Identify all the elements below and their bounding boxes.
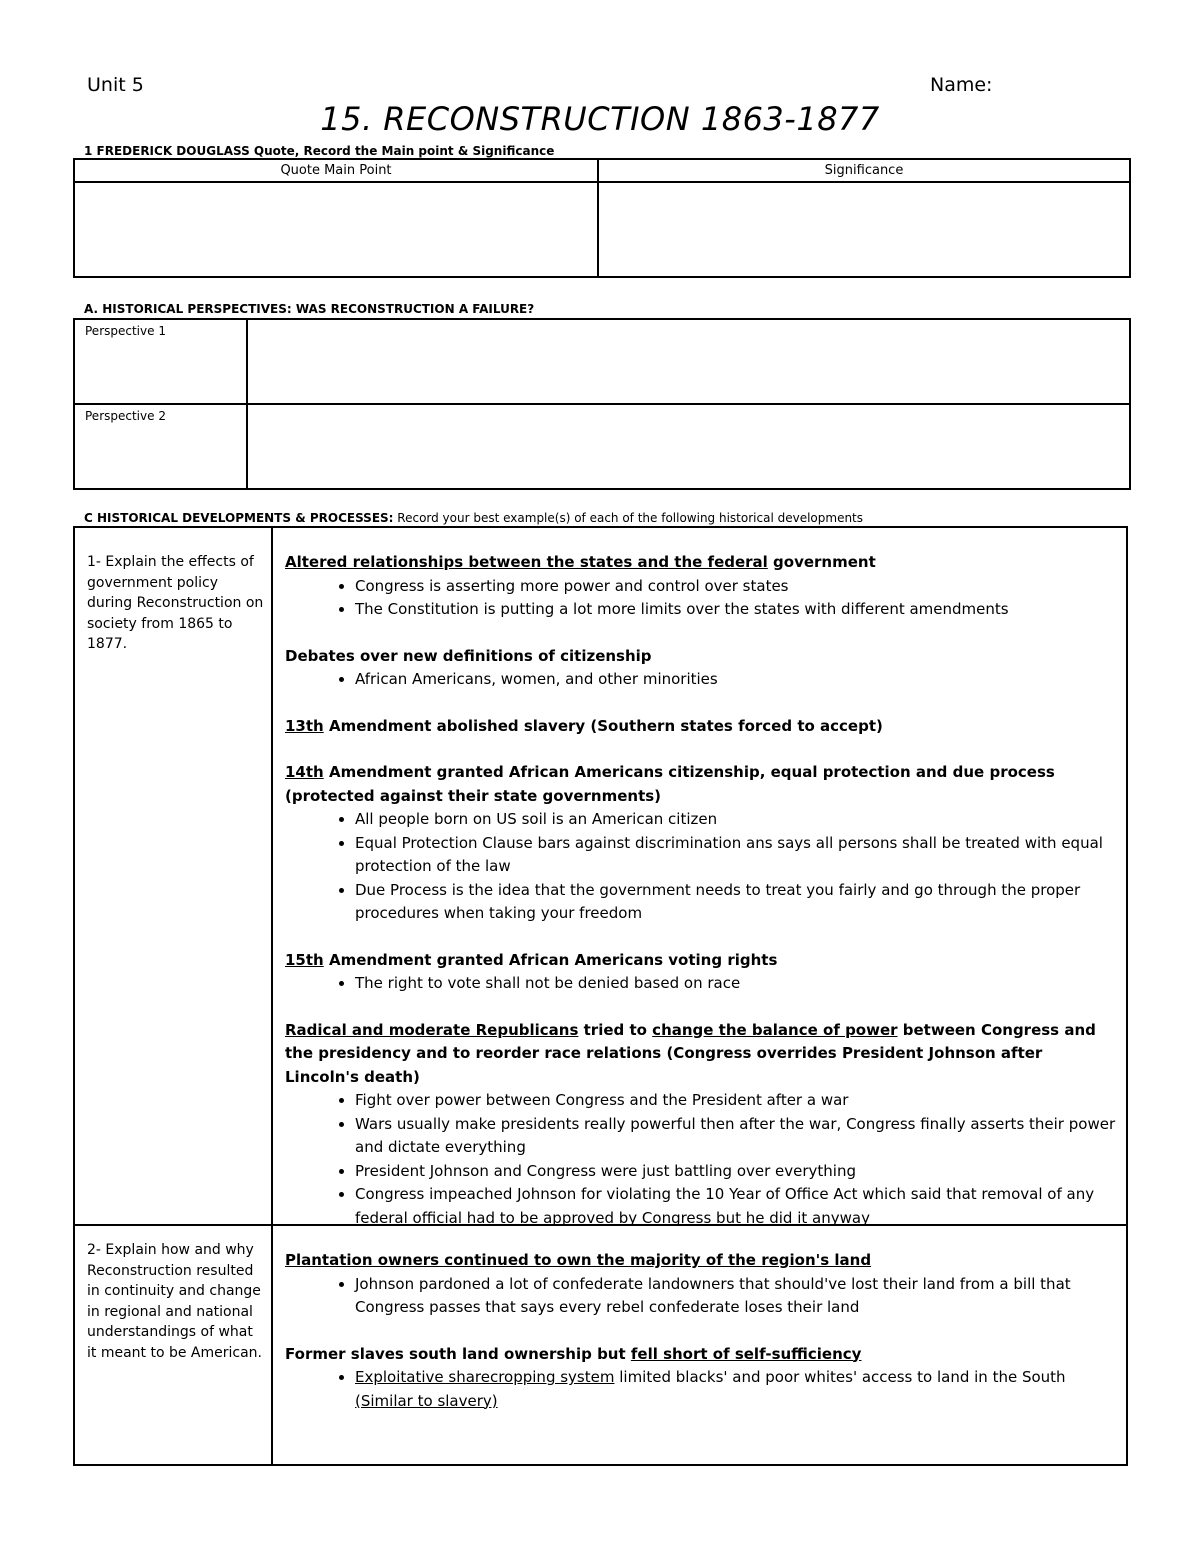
list-item: • Exploitative sharecropping system limited blacks' and poor whites' access to land in the South (Similar to slavery) (355, 1366, 1120, 1413)
list-item: • Johnson pardoned a lot of confederate landowners that should've lost their land from a bill that Congress passes that says every rebel confederate loses their land (355, 1273, 1120, 1320)
question-1: 1- Explain the effects of government policy during Reconstruction on society from 1865 to 1877. (87, 554, 264, 652)
list-item: • President Johnson and Congress were just battling over everything (355, 1160, 1120, 1184)
name-label: Name: (930, 74, 993, 96)
list-item: • Due Process is the idea that the government needs to treat you fairly and go through the proper procedures when taking your freedom (355, 879, 1120, 926)
answer-2 (285, 1249, 1120, 1413)
list-item: • The Constitution is putting a lot more limits over the states with different amendments (355, 598, 1120, 622)
unit-label: Unit 5 (87, 74, 144, 96)
douglass-table (73, 158, 1131, 278)
perspective-2-label: Perspective 2 (85, 409, 166, 423)
list-item: • All people born on US soil is an American citizen (355, 808, 1120, 832)
col-significance: Significance (824, 163, 904, 178)
answer-heading: Former slaves south land ownership but fell short of self-sufficiency (285, 1344, 862, 1363)
perspectives-table (73, 318, 1131, 490)
section3-heading: C HISTORICAL DEVELOPMENTS & PROCESSES: Record your best example(s) of each of the following historical developments (84, 511, 864, 525)
section2-heading: A. HISTORICAL PERSPECTIVES: WAS RECONSTRUCTION A FAILURE? (84, 302, 535, 316)
list-item: • The right to vote shall not be denied based on race (355, 972, 1120, 996)
list-item: • Congress is asserting more power and control over states (355, 575, 1120, 599)
answer-heading: Radical and moderate Republicans tried to change the balance of power between Congress and the presidency and to reorder race relations (Congress overrides President Johnson after Lincoln's death) (285, 1020, 1096, 1086)
list-item: • Fight over power between Congress and the President after a war (355, 1089, 1120, 1113)
section1-heading: 1 FREDERICK DOUGLASS Quote, Record the Main point & Significance (84, 144, 555, 158)
list-item: • African Americans, women, and other minorities (355, 668, 1120, 692)
list-item: • Congress impeached Johnson for violating the 10 Year of Office Act which said that removal of any federal official had to be approved by Congress but he did it anyway (355, 1183, 1120, 1230)
col-quote-main-point: Quote Main Point (280, 163, 392, 178)
developments-table (73, 526, 1128, 1466)
list-item: • Equal Protection Clause bars against discrimination ans says all persons shall be treated with equal protection of the law (355, 832, 1120, 879)
answer-heading: 15th Amendment granted African Americans voting rights (285, 950, 778, 969)
answer-heading: Altered relationships between the states and the federal government (285, 553, 876, 571)
question-2: 2- Explain how and why Reconstruction resulted in continuity and change in regional and national understandings of what it meant to be American. (87, 1242, 262, 1361)
answer-heading: Plantation owners continued to own the majority of the region's land (285, 1251, 872, 1269)
answer-heading: Debates over new definitions of citizenship (285, 646, 652, 665)
perspective-1-label: Perspective 1 (85, 324, 166, 338)
answer-heading: 14th Amendment granted African Americans citizenship, equal protection and due process (protected against their state governments) (285, 763, 1055, 805)
answer-heading: 13th Amendment abolished slavery (Southern states forced to accept) (285, 716, 883, 735)
list-item: • Wars usually make presidents really powerful then after the war, Congress finally asserts their power and dictate everything (355, 1113, 1120, 1160)
page-title: 15. RECONSTRUCTION 1863-1877 (320, 100, 880, 138)
answer-1 (285, 551, 1120, 1230)
